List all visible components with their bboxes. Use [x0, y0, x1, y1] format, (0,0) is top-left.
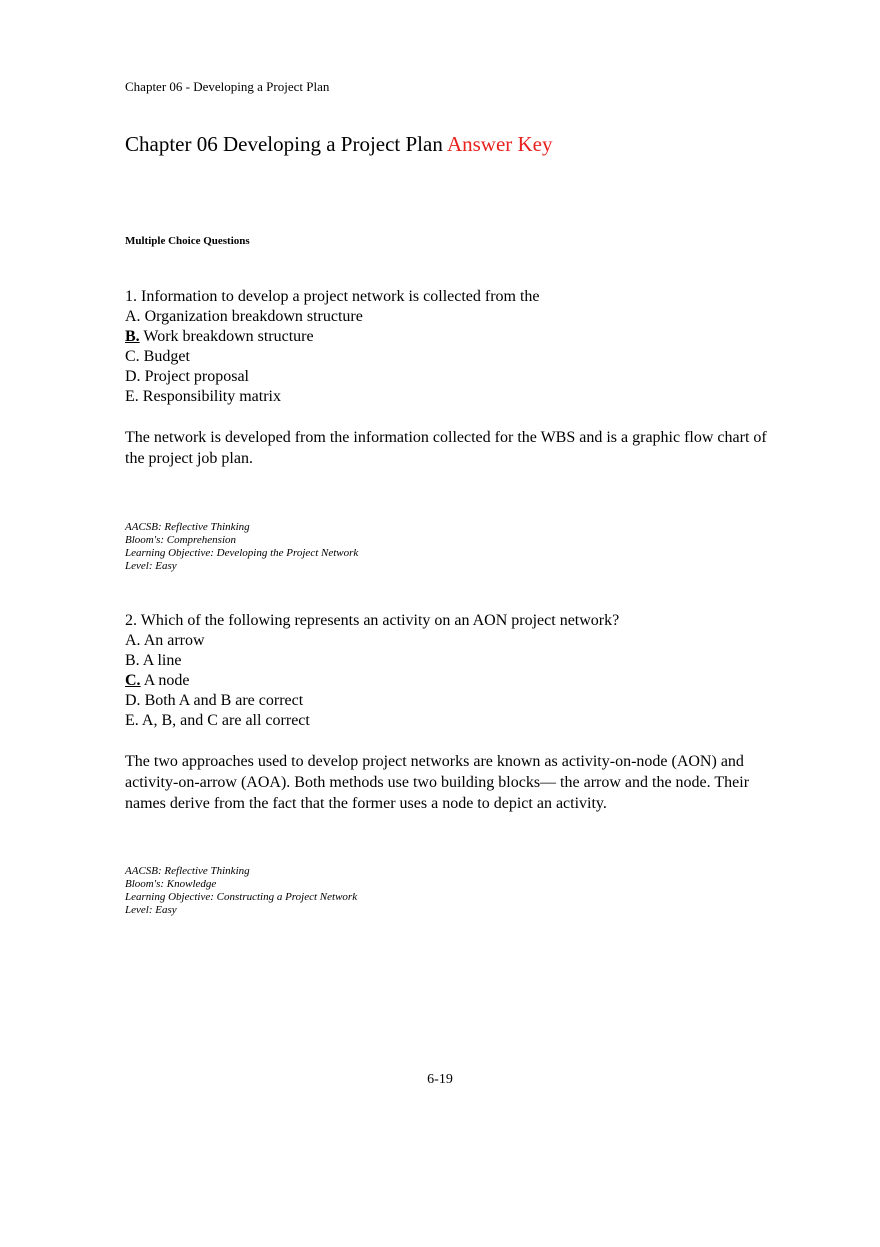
meta-learning-objective: Learning Objective: Developing the Project Network	[125, 547, 359, 559]
option-text: A line	[142, 652, 182, 669]
page-title	[125, 131, 553, 157]
meta-level: Level: Easy	[125, 904, 177, 916]
option-letter: E.	[125, 388, 139, 405]
answer-explanation: The network is developed from the information collected for the WBS and is a graphic flow chart of the project job plan.	[125, 429, 767, 467]
option-letter: D.	[125, 692, 141, 709]
option-text: Project proposal	[144, 368, 249, 385]
option-text: Both A and B are correct	[144, 692, 304, 709]
option-e	[125, 387, 785, 407]
option-text: Budget	[143, 348, 190, 365]
question-1-metadata	[125, 521, 358, 573]
option-letter: A.	[125, 308, 141, 325]
option-text: Responsibility matrix	[142, 388, 281, 405]
option-text: Organization breakdown structure	[144, 308, 363, 325]
question-2	[125, 611, 785, 814]
meta-blooms: Bloom's: Comprehension	[125, 534, 237, 546]
option-text: A, B, and C are all correct	[141, 712, 310, 729]
option-text: An arrow	[143, 632, 205, 649]
option-a	[125, 307, 785, 327]
option-c	[125, 347, 785, 367]
meta-blooms: Bloom's: Knowledge	[125, 878, 217, 890]
correct-option-letter: C.	[125, 672, 141, 689]
section-heading: Multiple Choice Questions	[125, 235, 250, 247]
meta-learning-objective: Learning Objective: Constructing a Project Network	[125, 891, 358, 903]
question-1	[125, 287, 785, 469]
question-stem: 2. Which of the following represents an activity on an AON project network?	[125, 612, 620, 629]
option-a	[125, 631, 785, 651]
option-d	[125, 691, 785, 711]
option-d	[125, 367, 785, 387]
option-c	[125, 671, 785, 691]
title-main: Chapter 06 Developing a Project Plan	[125, 132, 443, 156]
option-letter: C.	[125, 348, 140, 365]
option-letter: E.	[125, 712, 139, 729]
option-letter: A.	[125, 632, 141, 649]
question-stem: 1. Information to develop a project network is collected from the	[125, 288, 540, 305]
meta-level: Level: Easy	[125, 560, 177, 572]
page-number: 6-19	[427, 1072, 453, 1087]
title-answer-key: Answer Key	[446, 132, 553, 156]
option-b	[125, 651, 785, 671]
correct-option-letter: B.	[125, 328, 140, 345]
meta-aacsb: AACSB: Reflective Thinking	[125, 521, 250, 533]
option-letter: D.	[125, 368, 141, 385]
meta-aacsb: AACSB: Reflective Thinking	[125, 865, 250, 877]
option-letter: B.	[125, 652, 140, 669]
running-header: Chapter 06 - Developing a Project Plan	[125, 79, 330, 94]
option-text: A node	[143, 672, 190, 689]
answer-explanation: The two approaches used to develop project networks are known as activity-on-node (AON) and activity-on-arrow (AOA). Both methods use two building blocks— the arrow and the node. Their names derive from the fact that the former uses a node to depict an activity.	[125, 753, 750, 812]
option-text: Work breakdown structure	[143, 328, 314, 345]
option-b	[125, 327, 785, 347]
option-e	[125, 711, 785, 731]
question-2-metadata	[125, 865, 357, 917]
